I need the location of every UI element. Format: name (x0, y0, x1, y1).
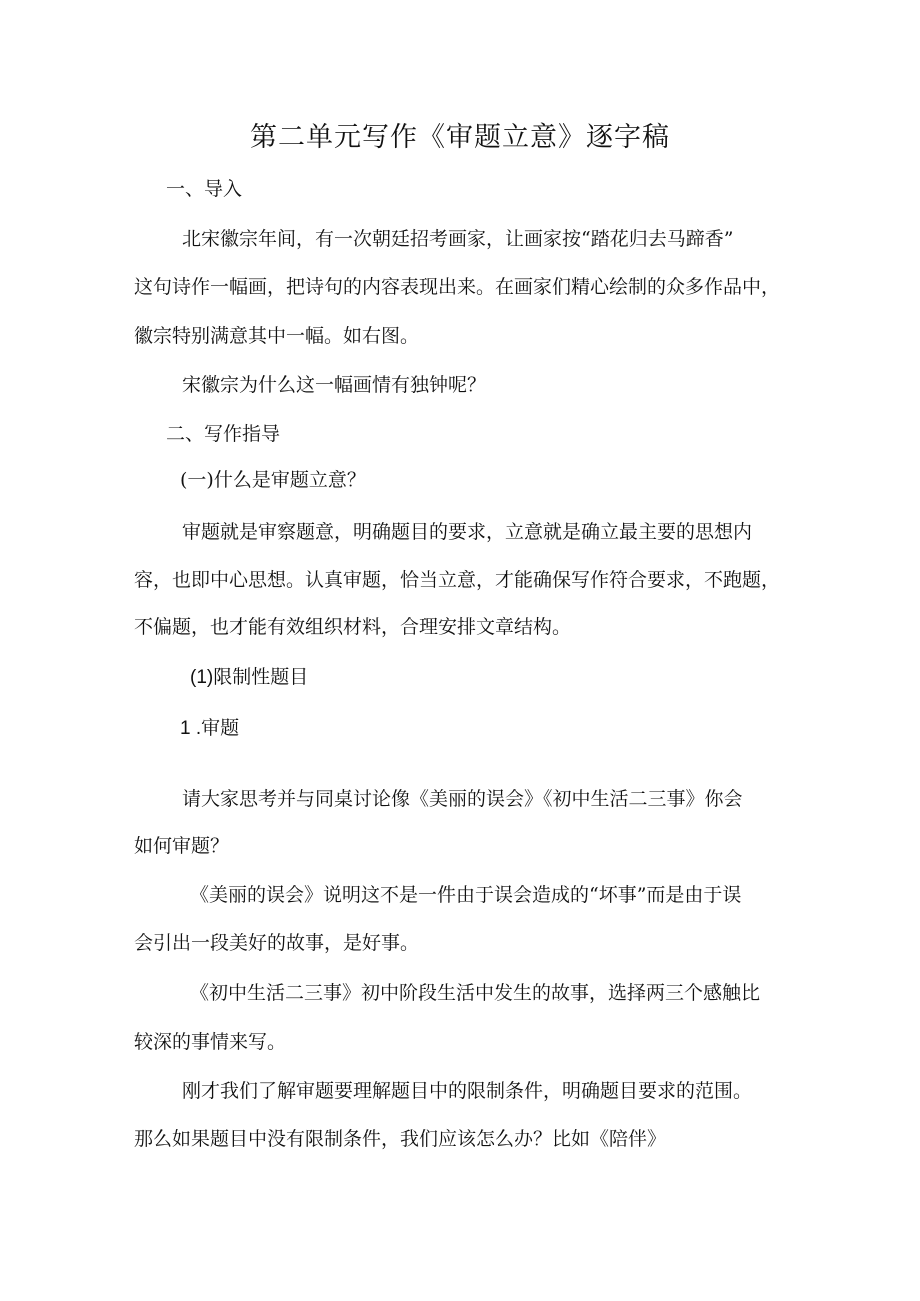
paragraph-line: 那么如果题目中没有限制条件，我们应该怎么办？比如《陪伴》 (134, 1128, 667, 1150)
paragraph-line: 请大家思考并与同桌讨论像《美丽的误会》《初中生活二三事》你会 (182, 788, 743, 810)
paragraph-line: 不偏题，也才能有效组织材料，合理安排文章结构。 (134, 616, 572, 638)
paragraph-line: 容，也即中心思想。认真审题，恰当立意，才能确保写作符合要求，不跑题， (134, 569, 781, 591)
section-heading-intro: 一、导入 (166, 178, 243, 200)
subsection-heading: (一)什么是审题立意？ (180, 469, 366, 491)
paragraph-line: 宋徽宗为什么这一幅画情有独钟呢？ (182, 374, 487, 396)
paragraph-line: 北宋徽宗年间，有一次朝廷招考画家，让画家按“踏花归去马蹄香” (182, 228, 734, 250)
paragraph-line: 审题就是审察题意，明确题目的要求，立意就是确立最主要的思想内 (182, 521, 753, 543)
paragraph-line: 较深的事情来写。 (134, 1031, 287, 1053)
paragraph-line: 这句诗作一幅画，把诗句的内容表现出来。在画家们精心绘制的众多作品中， (134, 276, 781, 298)
paragraph-line: 会引出一段美好的故事，是好事。 (134, 932, 420, 954)
document-title: 第二单元写作《审题立意》逐字稿 (250, 122, 670, 153)
list-item-heading: (1)限制性题目 (190, 667, 309, 688)
paragraph-line: 如何审题？ (134, 835, 230, 857)
list-sub-item: 1 .审题 (180, 718, 240, 739)
paragraph-line: 《美丽的误会》说明这不是一件由于误会造成的“坏事”而是由于误 (190, 884, 742, 906)
paragraph-line: 刚才我们了解审题要理解题目中的限制条件，明确题目要求的范围。 (182, 1080, 753, 1102)
section-heading-guidance: 二、写作指导 (166, 423, 281, 445)
paragraph-line: 徽宗特别满意其中一幅。如右图。 (134, 325, 420, 347)
paragraph-line: 《初中生活二三事》初中阶段生活中发生的故事，选择两三个感触比 (190, 982, 761, 1004)
